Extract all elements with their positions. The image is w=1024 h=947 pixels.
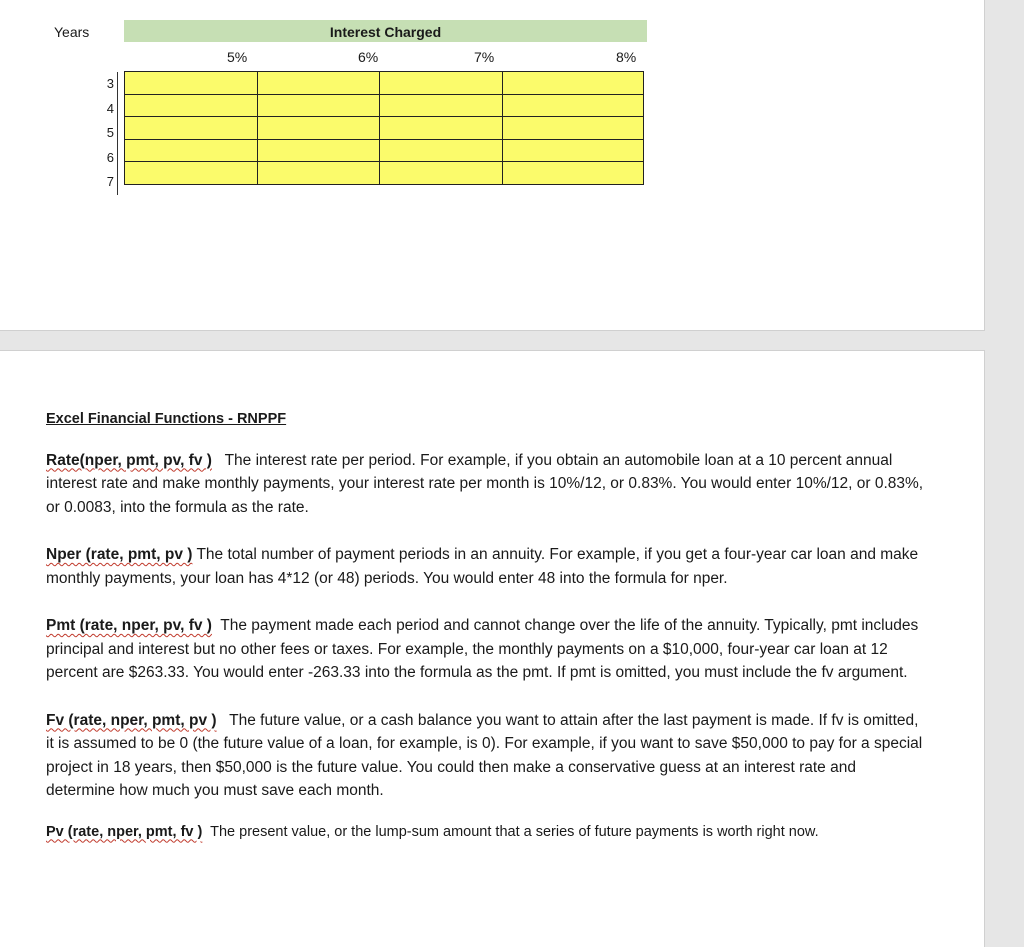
grid-cell[interactable] [258, 72, 380, 95]
pv-paragraph [46, 821, 926, 843]
pv-signature: Pv (rate, nper, pmt, fv ) [46, 823, 203, 840]
rate-header-5: 5% [227, 49, 248, 65]
grid-cell[interactable] [503, 94, 644, 117]
table-row [125, 162, 644, 185]
interest-charged-header: Interest Charged [124, 20, 647, 42]
grid-cell[interactable] [380, 94, 503, 117]
spreadsheet-page [0, 0, 985, 331]
grid-cell[interactable] [380, 72, 503, 95]
grid-cell[interactable] [380, 139, 503, 162]
nper-description: The total number of payment periods in an annuity. For example, if you get a four-year car loan and make monthly payments, your loan has 4*12 (or 48) periods. You would enter 48 into the formula for nper. [46, 546, 919, 587]
grid-cell[interactable] [125, 72, 258, 95]
year-row-label: 5 [106, 125, 114, 141]
year-row-label: 3 [106, 76, 114, 91]
grid-cell[interactable] [258, 162, 380, 185]
grid-cell[interactable] [258, 117, 380, 140]
pmt-signature: Pmt (rate, nper, pv, fv ) [46, 617, 212, 634]
grid-cell[interactable] [503, 117, 644, 140]
grid-cell[interactable] [258, 94, 380, 117]
nper-signature: Nper (rate, pmt, pv ) [46, 546, 193, 563]
table-row [125, 72, 644, 95]
fv-description: The future value, or a cash balance you want to attain after the last payment is made. If fv is omitted, it is assumed to be 0 (the future value of a loan, for example, is 0). For example, if you want to save $50,000 to pay for a special project in 18 years, then $50,000 is the future value. You could then make a conservative guess at an interest rate and determine how much you must save each month. [46, 711, 923, 799]
rate-header-6: 6% [358, 49, 379, 65]
year-row-label: 6 [106, 149, 114, 165]
financial-functions-doc [46, 408, 926, 867]
grid-cell[interactable] [258, 139, 380, 162]
table-row [125, 117, 644, 140]
rate-paragraph [46, 449, 926, 520]
rate-header-8: 8% [616, 49, 637, 65]
grid-cell[interactable] [503, 162, 644, 185]
nper-paragraph [46, 543, 926, 590]
years-column [88, 72, 118, 195]
rate-header-7: 7% [474, 49, 495, 65]
fv-paragraph [46, 709, 926, 803]
years-label: Years [54, 24, 90, 40]
year-row-label: 4 [106, 100, 114, 116]
grid-cell[interactable] [380, 117, 503, 140]
grid-cell[interactable] [125, 139, 258, 162]
pmt-paragraph [46, 614, 926, 685]
rate-description: The interest rate per period. For example, if you obtain an automobile loan at a 10 percent annual interest rate and make monthly payments, your interest rate per month is 10%/12, or 0.83%. You would enter 10%/12, or 0.83%, or 0.0083, into the formula as the rate. [46, 451, 924, 516]
table-row [125, 94, 644, 117]
rate-signature: Rate(nper, pmt, pv, fv ) [46, 451, 212, 469]
table-row [125, 139, 644, 162]
years-axis-line [117, 72, 118, 195]
grid-cell[interactable] [125, 117, 258, 140]
grid-cell[interactable] [503, 72, 644, 95]
fv-signature: Fv (rate, nper, pmt, pv ) [46, 711, 217, 729]
grid-cell[interactable] [503, 139, 644, 162]
doc-title: Excel Financial Functions - RNPPF [46, 411, 287, 427]
pv-description: The present value, or the lump-sum amount that a series of future payments is worth right now. [210, 823, 819, 840]
grid-cell[interactable] [125, 162, 258, 185]
year-row-label: 7 [106, 174, 114, 190]
interest-grid [124, 71, 644, 185]
grid-cell[interactable] [125, 94, 258, 117]
pmt-description: The payment made each period and cannot change over the life of the annuity. Typically, pmt includes principal and interest but no other fees or taxes. For example, the monthly payments on a $10,000, four-year car loan at 12 percent are $263.33. You would enter -263.33 into the formula as the pmt. If pmt is omitted, you must include the fv argument. [46, 617, 919, 681]
grid-cell[interactable] [380, 162, 503, 185]
